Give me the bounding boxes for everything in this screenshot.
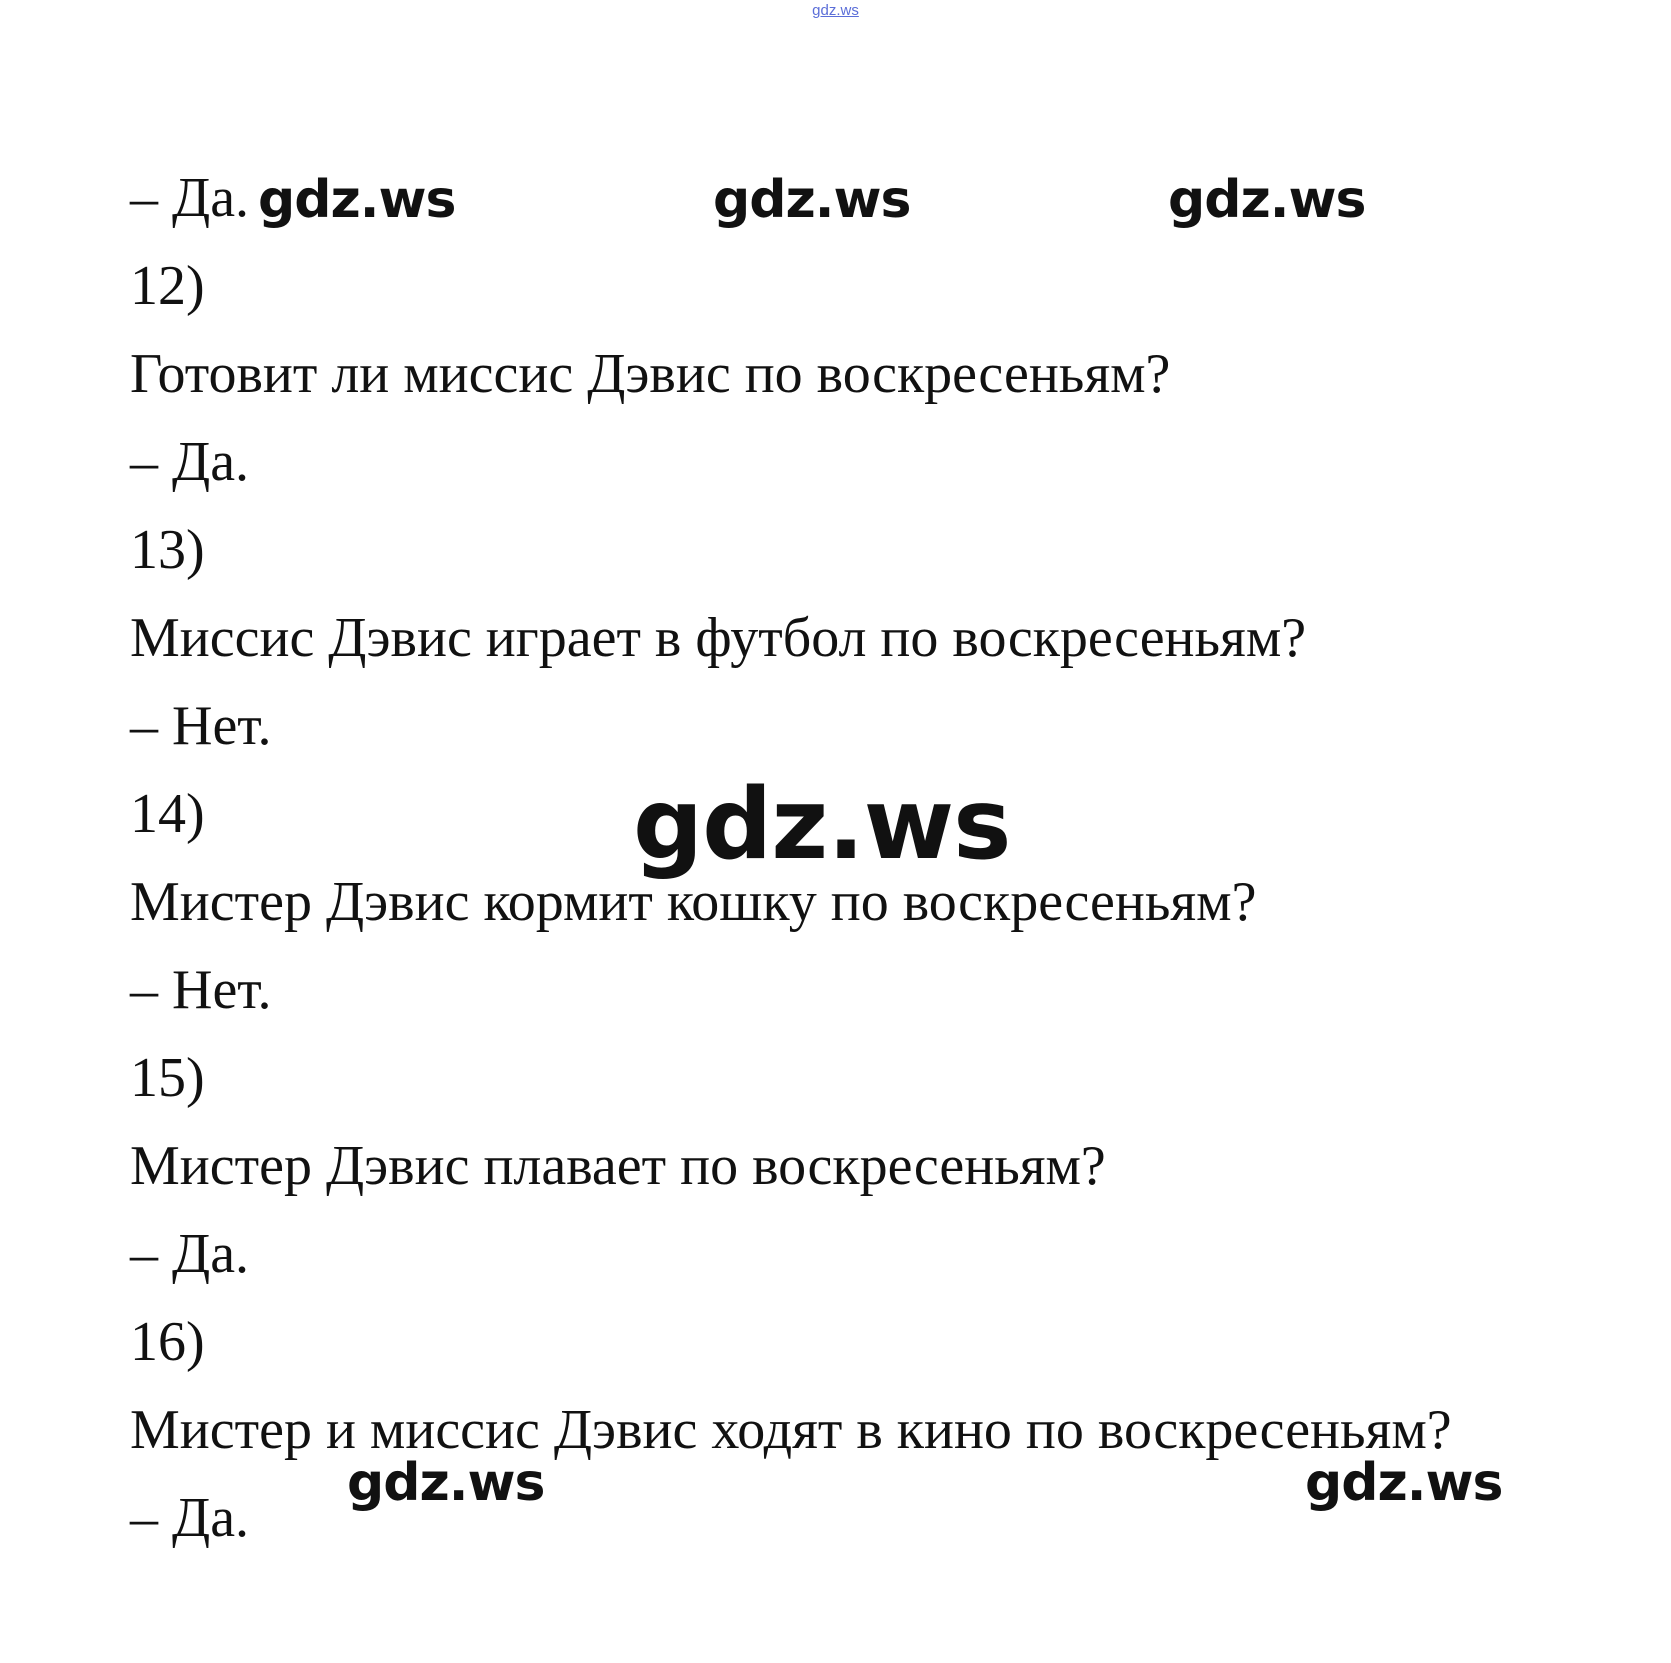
watermark: gdz.ws bbox=[713, 170, 911, 230]
question-line: Мистер и миссис Дэвис ходят в кино по воскресеньям? bbox=[130, 1399, 1452, 1461]
item-number: 13) bbox=[130, 519, 205, 581]
answer-line: – Да. bbox=[130, 1487, 250, 1549]
watermark: gdz.ws bbox=[1305, 1453, 1503, 1513]
question-line: Мистер Дэвис плавает по воскресеньям? bbox=[130, 1135, 1106, 1197]
watermark: gdz.ws bbox=[258, 170, 456, 230]
item-number: 15) bbox=[130, 1047, 205, 1109]
watermark: gdz.ws bbox=[1168, 170, 1366, 230]
answer-line: – Нет. bbox=[130, 695, 272, 757]
answer-line: – Нет. bbox=[130, 959, 272, 1021]
question-line: Мистер Дэвис кормит кошку по воскресеньям? bbox=[130, 871, 1257, 933]
watermark: gdz.ws bbox=[347, 1453, 545, 1513]
question-line: Миссис Дэвис играет в футбол по воскресеньям? bbox=[130, 607, 1307, 669]
item-number: 16) bbox=[130, 1311, 205, 1373]
answer-line: – Да. bbox=[130, 431, 250, 493]
watermark: gdz.ws bbox=[633, 768, 1011, 882]
item-number: 14) bbox=[130, 783, 205, 845]
answer-line: – Да. bbox=[130, 167, 250, 229]
header-link[interactable]: gdz.ws bbox=[812, 2, 859, 19]
answer-line: – Да. bbox=[130, 1223, 250, 1285]
question-line: Готовит ли миссис Дэвис по воскресеньям? bbox=[130, 343, 1171, 405]
item-number: 12) bbox=[130, 255, 205, 317]
